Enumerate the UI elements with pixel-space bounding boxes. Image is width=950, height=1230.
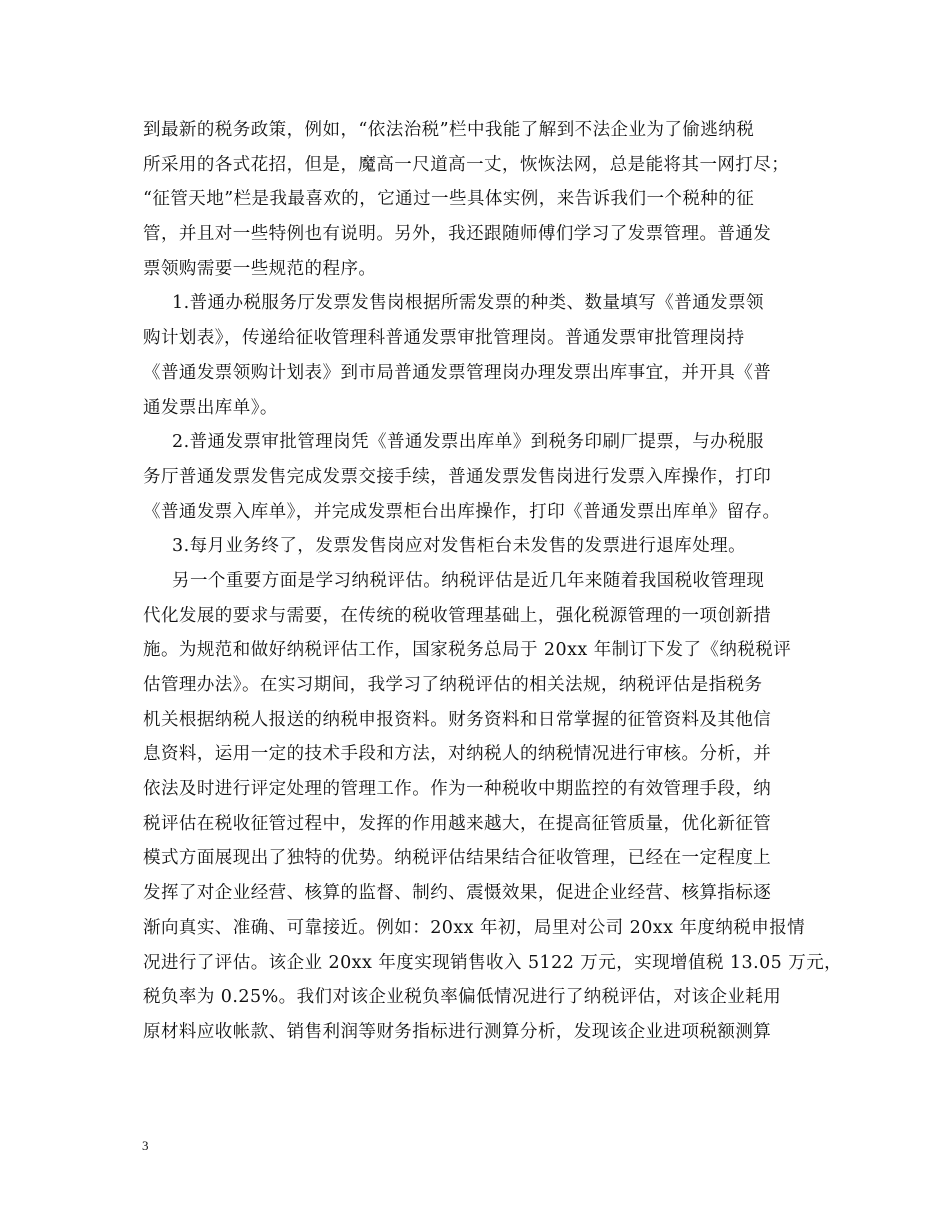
text-line: 估管理办法》。在实习期间，我学习了纳税评估的相关法规，纳税评估是指税务 [143, 675, 763, 695]
page-number: 3 [142, 1138, 149, 1153]
text-line: 所采用的各式花招，但是，魔高一尺道高一丈，恢恢法网，总是能将其一网打尽； [143, 154, 790, 175]
text-line: 税负率为 0.25%。我们对该企业税负率偏低情况进行了纳税评估，对该企业耗用 [143, 987, 782, 1008]
text-line: 管，并且对一些特例也有说明。另外，我还跟随师傅们学习了发票管理。普通发 [143, 224, 772, 245]
paragraph-start: 另一个重要方面是学习纳税评估。纳税评估是近几年来随着我国税收管理现 [172, 570, 765, 591]
text-line: 《普通发票领购计划表》到市局普通发票管理岗办理发票出库事宜，并开具《普 [143, 362, 772, 383]
text-line: 息资料，运用一定的技术手段和方法，对纳税人的纳税情况进行审核。分析，并 [143, 744, 772, 765]
text-line: 模式方面展现出了独特的优势。纳税评估结果结合征收管理，已经在一定程度上 [143, 848, 772, 869]
list-item-2-start: 2.普通发票审批管理岗凭《普通发票出库单》到税务印刷厂提票，与办税服 [172, 432, 764, 453]
document-body [143, 113, 843, 1050]
text-line: 机关根据纳税人报送的纳税申报资料。财务资料和日常掌握的征管资料及其他信 [143, 709, 772, 730]
text-line: 依法及时进行评定处理的管理工作。作为一种税收中期监控的有效管理手段，纳 [143, 779, 772, 800]
text-line: 票领购需要一些规范的程序。 [143, 258, 377, 279]
text-line: 通发票出库单》。 [143, 397, 278, 418]
text-line: 税评估在税收征管过程中，发挥的作用越来越大，在提高征管质量，优化新征管 [143, 813, 772, 834]
text-line: 代化发展的要求与需要，在传统的税收管理基础上，强化税源管理的一项创新措 [143, 605, 772, 626]
list-item-3: 3.每月业务终了，发票发售岗应对发售柜台未发售的发票进行退库处理。 [172, 536, 747, 557]
text-line: 《普通发票入库单》，并完成发票柜台出库操作，打印《普通发票出库单》留存。 [143, 501, 781, 522]
text-line: 施。为规范和做好纳税评估工作，国家税务总局于 20xx 年制订下发了《纳税税评 [143, 640, 792, 661]
text-line: “征管天地”栏是我最喜欢的，它通过一些具体实例，来告诉我们一个税种的征 [143, 189, 755, 210]
text-line: 原材料应收帐款、销售利润等财务指标进行测算分析，发现该企业进项税额测算 [143, 1021, 772, 1042]
text-line: 渐向真实、准确、可靠接近。例如：20xx 年初，局里对公司 20xx 年度纳税申报情 [143, 917, 806, 938]
list-item-1-start: 1.普通办税服务厅发票发售岗根据所需发票的种类、数量填写《普通发票领 [172, 293, 764, 314]
text-line: 购计划表》，传递给征收管理科普通发票审批管理岗。普通发票审批管理岗持 [143, 328, 745, 349]
text-line: 到最新的税务政策，例如，“依法治税”栏中我能了解到不法企业为了偷逃纳税 [143, 120, 755, 140]
text-line: 发挥了对企业经营、核算的监督、制约、震慑效果，促进企业经营、核算指标逐 [143, 883, 772, 904]
text-line: 况进行了评估。该企业 20xx 年度实现销售收入 5122 万元，实现增值税 13.05 万元， [143, 952, 843, 973]
text-line: 务厅普通发票发售完成发票交接手续，普通发票发售岗进行发票入库操作，打印 [143, 466, 772, 487]
